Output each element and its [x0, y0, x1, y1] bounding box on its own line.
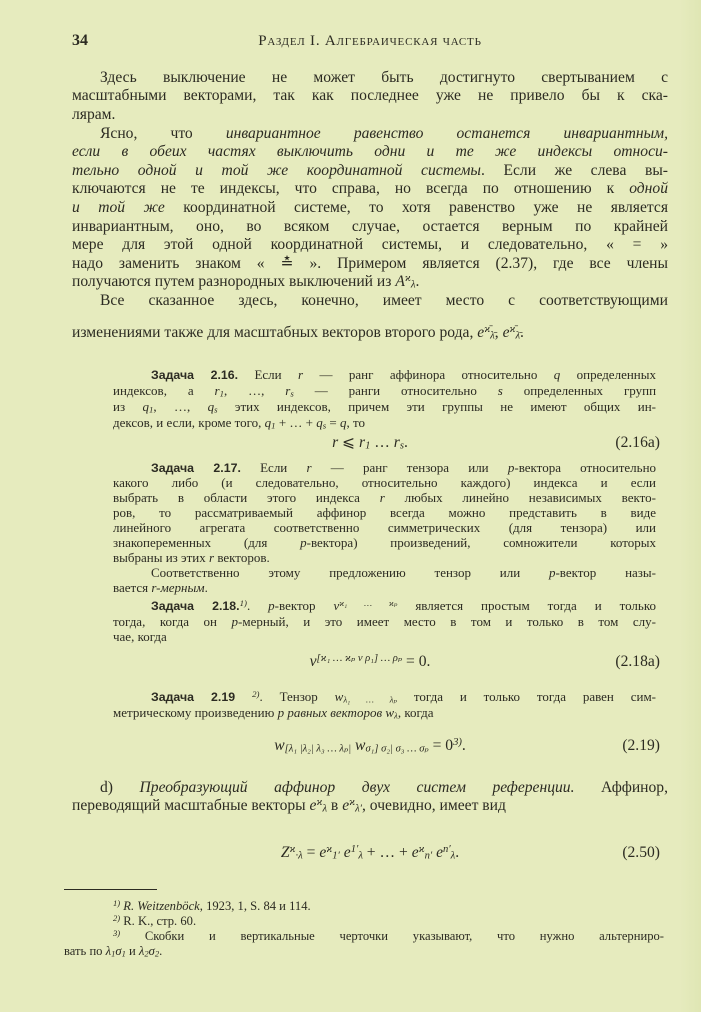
text-run: ⩽	[338, 434, 360, 451]
italic-text: λ	[138, 943, 145, 958]
problem-2-19	[113, 689, 656, 721]
math-index: n′	[443, 844, 451, 856]
math-index: λ₁ … λₚ	[343, 694, 398, 705]
math-index: ϰ̄	[484, 323, 491, 335]
italic-text: r	[332, 434, 339, 451]
text-run: .	[204, 579, 208, 595]
text-run: — ранг тензора или	[311, 459, 508, 475]
text-run: .	[159, 943, 163, 958]
italic-text: λ	[105, 943, 112, 958]
text-run: координатной системе, то хотя равенство уже не является	[164, 199, 669, 217]
italic-text: q	[340, 415, 347, 430]
text-line	[113, 580, 656, 595]
problem-heading: Задача 2.16.	[151, 368, 239, 382]
page-number: 34	[72, 32, 88, 49]
text-line	[72, 236, 668, 255]
italic-text: e	[411, 844, 419, 861]
text-run: тогда и только тогда равен сим-	[397, 689, 657, 704]
text-run: любых линейно независимых векто-	[384, 489, 656, 505]
text-run: R. K., стр. 60.	[120, 913, 197, 928]
text-line	[113, 415, 656, 431]
text-run: -вектора относительно	[514, 459, 657, 475]
text-run: Аффинор,	[574, 778, 669, 796]
text-run: тогда, когда он	[113, 613, 232, 629]
math-index: s	[214, 404, 218, 415]
equation-2-18a	[72, 651, 668, 673]
equation-body	[72, 651, 668, 673]
math-index: 1)	[113, 897, 121, 908]
text-run: — ранги относительно	[293, 383, 498, 398]
italic-text: r	[306, 459, 312, 475]
text-run: метрическому произведению	[113, 705, 278, 720]
text-line	[64, 929, 664, 944]
math-index: ·λ	[295, 850, 303, 862]
problem-2-17	[113, 460, 656, 595]
italic-text: r	[393, 434, 400, 451]
math-index: s	[399, 440, 404, 452]
math-index: λ′	[355, 803, 362, 815]
italic-text: одной	[629, 180, 668, 198]
text-run: . Если же слева вы-	[481, 161, 668, 179]
text-line	[113, 705, 656, 721]
math-index: 1	[271, 420, 276, 431]
text-run: Все сказанное здесь, конечно, имеет место с соответствующими	[100, 291, 668, 309]
math-index: 1	[365, 440, 371, 452]
text-line	[72, 69, 668, 88]
text-run: .	[461, 737, 466, 754]
text-run: какого либо (и следовательно, относительно каждого) индекса и если	[113, 474, 656, 490]
text-run: Скобки и вертикальные черточки указывают, что нужно альтерниро-	[120, 928, 664, 943]
text-run: Если	[240, 459, 307, 475]
paragraph-3-cont	[72, 324, 668, 343]
text-line	[113, 565, 656, 580]
text-run: ров, то рассматриваемый аффинор всегда можно представить в виде	[113, 504, 656, 520]
footnote-rule	[64, 889, 157, 890]
text-line	[72, 87, 668, 106]
text-line	[72, 797, 668, 816]
italic-text: r	[214, 383, 220, 398]
page-edge	[679, 0, 701, 1012]
text-run: …	[370, 434, 394, 451]
math-index: ϰ	[316, 797, 323, 809]
italic-text: e	[502, 323, 510, 341]
text-line	[113, 475, 656, 490]
text-run: является простым тогда и только	[397, 598, 657, 614]
text-run: .	[520, 323, 524, 341]
math-index: λ	[322, 803, 328, 815]
text-run: , …,	[153, 399, 208, 414]
math-index: λ	[394, 710, 398, 721]
paragraph-3	[72, 292, 668, 311]
text-line	[113, 535, 656, 550]
math-index: 3)	[453, 737, 462, 749]
math-index: 3)	[113, 927, 121, 938]
math-index: σ₁] σ₂| σ₃ … σₚ	[365, 743, 429, 755]
italic-text: p	[231, 613, 239, 629]
text-line	[64, 914, 664, 929]
text-run: и	[125, 943, 139, 958]
text-run: Здесь выключение не может быть достигнуто свертыванием с	[100, 68, 668, 86]
math-index: 2	[154, 947, 160, 958]
text-run: , то	[346, 415, 366, 430]
text-run: =	[302, 844, 320, 861]
text-run: мере для этой одной координатной системы, и следовательно, « = »	[72, 236, 668, 254]
math-index: λ	[410, 280, 416, 292]
text-run: =	[326, 415, 341, 430]
italic-text: q	[316, 415, 323, 430]
text-line	[72, 255, 668, 274]
italic-text: q	[142, 399, 149, 414]
text-run: -мерный, и это имеет место в том и только в том слу-	[238, 613, 656, 629]
italic-text: e	[309, 797, 317, 815]
math-index: λ	[450, 850, 456, 862]
italic-text: p	[548, 564, 556, 580]
text-line	[72, 180, 668, 199]
text-run: -вектор назы-	[555, 564, 656, 580]
text-line	[64, 899, 664, 914]
equation-number: (2.19)	[622, 737, 660, 754]
math-index: 2)	[252, 689, 260, 700]
italic-text: e	[432, 844, 444, 861]
italic-text: σ	[148, 943, 155, 958]
text-run: получаются путем разнородных выключений из	[72, 273, 396, 291]
math-index: s	[322, 420, 327, 431]
italic-text: w	[334, 689, 344, 704]
text-run: , когда	[397, 705, 434, 720]
italic-text: r	[379, 489, 385, 505]
italic-text: s	[497, 383, 503, 398]
equation-number: (2.18a)	[615, 653, 660, 670]
math-index: ϰ	[289, 844, 296, 856]
text-run: дексов, и если, кроме того,	[113, 415, 265, 430]
text-line	[113, 614, 656, 630]
math-index: 1	[121, 947, 126, 958]
text-line	[64, 944, 664, 959]
text-line	[72, 779, 668, 798]
equation-number: (2.50)	[622, 844, 660, 861]
italic-text: e	[319, 844, 327, 861]
text-line	[113, 367, 656, 383]
text-line	[113, 550, 656, 565]
paragraph-1	[72, 69, 668, 125]
italic-text: p	[507, 459, 515, 475]
italic-text: p равных векторов w	[277, 705, 395, 720]
text-run: вается	[113, 579, 152, 595]
text-run: + … +	[362, 844, 412, 861]
math-index: [λ₁ |λ₂| λ₃ … λₚ|	[284, 743, 352, 755]
text-run: лярам.	[72, 105, 116, 123]
italic-text: A	[395, 273, 405, 291]
text-run: определенных	[560, 367, 656, 382]
text-run: .	[415, 273, 420, 291]
italic-text: r-мерным	[151, 579, 205, 595]
text-run: индексов, а	[113, 383, 215, 398]
math-index: ϰ	[326, 844, 333, 856]
italic-text: e	[339, 844, 351, 861]
footnotes	[64, 899, 664, 959]
italic-text: q	[264, 415, 272, 430]
paragraph-2	[72, 125, 668, 292]
text-run: d)	[100, 778, 140, 796]
math-index: 2)	[113, 912, 121, 923]
text-run: -вектор	[274, 598, 334, 614]
italic-text: q	[207, 399, 215, 414]
problem-heading: Задача 2.17.	[151, 460, 241, 475]
math-index: λ̄	[515, 330, 521, 342]
text-run: линейного агрегата соответственно симметрических (для тензора) или	[113, 519, 656, 535]
text-run: . Тензор	[259, 689, 335, 704]
math-index: λ̄	[490, 330, 495, 342]
italic-text: p	[300, 534, 307, 550]
text-run: Ясно, что	[100, 124, 226, 142]
text-run: этих индексов, причем эти группы не имеют общих ин-	[217, 399, 657, 414]
text-run: вать по	[64, 943, 106, 958]
italic-text: r	[285, 383, 291, 398]
text-line	[113, 490, 656, 505]
text-run: надо заменить знаком « ≛ ». Примером является (2.37), где все члены	[72, 254, 668, 272]
equation-2-50	[72, 841, 668, 865]
italic-text: e	[342, 797, 350, 815]
paragraph-d	[72, 779, 668, 816]
text-line	[72, 292, 668, 311]
text-run: выбрать в области этого индекса	[113, 489, 380, 505]
italic-text: v	[309, 653, 317, 670]
text-run: переводящий масштабные векторы	[72, 797, 310, 815]
text-run: ,	[494, 323, 503, 341]
text-run: .	[246, 598, 269, 614]
math-index: s	[290, 388, 294, 399]
math-index: 1	[111, 947, 116, 958]
math-index: n′	[424, 850, 433, 862]
problem-heading: Задача 2.18.	[151, 599, 240, 614]
text-line	[113, 520, 656, 535]
text-run: + … +	[275, 415, 317, 430]
italic-text: w	[274, 737, 285, 754]
text-line	[72, 218, 668, 237]
text-line	[72, 125, 668, 144]
text-run: , очевидно, имеет вид	[362, 797, 506, 815]
italic-text: q	[553, 367, 561, 382]
italic-text: w	[355, 737, 366, 754]
text-line	[72, 143, 668, 162]
text-run: = 0	[428, 737, 454, 754]
equation-body	[72, 841, 668, 865]
text-line	[72, 106, 668, 125]
text-run: выбраны из этих	[113, 549, 210, 565]
italic-text: Преобразующий аффинор двух систем референции.	[139, 778, 575, 796]
text-run: определенных групп	[502, 383, 657, 398]
text-line	[113, 460, 656, 475]
math-index: 1′	[350, 844, 359, 856]
italic-text: и той же	[72, 199, 165, 217]
text-run: Если	[238, 367, 299, 382]
text-line	[72, 324, 668, 343]
math-index: 1	[219, 388, 224, 399]
italic-text: r	[209, 549, 215, 565]
italic-text: r	[359, 434, 366, 451]
text-line	[72, 273, 668, 292]
italic-text: инвариантное равенство останется инвариантным,	[225, 124, 668, 142]
italic-text: если в обеих частях выключить одни и те же индексы относи-	[72, 143, 668, 161]
text-line	[113, 399, 656, 415]
text-line	[113, 505, 656, 520]
text-line	[113, 629, 656, 645]
italic-text: v	[333, 598, 340, 614]
text-run: чае, когда	[113, 629, 167, 645]
equation-number: (2.16a)	[615, 434, 660, 451]
math-index: ϰ	[418, 844, 425, 856]
math-index: 2	[144, 947, 149, 958]
equation-2-16a	[72, 433, 668, 453]
text-run: .	[404, 434, 408, 451]
text-run: изменениями также для масштабных векторов второго рода,	[72, 323, 478, 341]
text-run: -вектора) произведений, сомножители которых	[306, 534, 656, 550]
problem-heading: Задача 2.19	[151, 690, 253, 704]
text-run: Соответственно этому предложению тензор или	[151, 564, 549, 580]
italic-text: R. Weitzenböck	[123, 898, 200, 913]
italic-text: r	[298, 367, 304, 382]
math-index: ϰ	[349, 797, 356, 809]
italic-text: σ	[115, 943, 122, 958]
math-index: λ	[358, 850, 363, 862]
text-run: , 1923, 1, S. 84 и 114.	[199, 898, 311, 913]
equation-2-19	[72, 735, 668, 757]
italic-text: p	[268, 598, 275, 614]
text-run: из	[113, 399, 143, 414]
math-index: ϰ	[404, 273, 411, 285]
problem-2-16	[113, 367, 656, 431]
text-line	[72, 199, 668, 218]
text-run: .	[455, 844, 460, 861]
text-line	[113, 598, 656, 614]
text-run: инвариантным, оно, во всяком случае, остается верным по крайней	[72, 217, 668, 235]
text-run: масштабными векторами, так как последнее уже не привело бы к ска-	[72, 87, 668, 105]
text-line	[113, 383, 656, 399]
math-index: ϰ₁ … ϰₚ	[339, 598, 398, 609]
math-index: 1′	[332, 850, 340, 862]
math-index: [ϰ₁ … ϰₚ v ρ₁] … ρₚ	[316, 653, 403, 665]
text-run: , …,	[224, 383, 286, 398]
text-line	[72, 162, 668, 181]
running-title: Раздел I. Алгебраическая часть	[258, 33, 482, 49]
math-index: ϰ̄	[509, 323, 516, 335]
equation-body	[72, 433, 668, 453]
problem-2-18	[113, 598, 656, 645]
text-line	[113, 689, 656, 705]
equation-body	[72, 735, 668, 757]
text-run: = 0.	[402, 653, 431, 670]
italic-text: тельно одной и той же координатной системы	[72, 161, 481, 179]
math-index: 1	[148, 404, 154, 415]
italic-text: Z	[280, 844, 290, 861]
text-run: векторов.	[214, 549, 270, 565]
italic-text: e	[477, 323, 485, 341]
math-index: 1)	[239, 598, 247, 609]
text-run: знакопеременных (для	[113, 534, 301, 550]
text-run: ключаются не те индексы, что справа, но всегда по отношению к	[72, 180, 630, 198]
text-run: — ранг аффинора относительно	[303, 367, 554, 382]
text-run: в	[327, 797, 343, 815]
